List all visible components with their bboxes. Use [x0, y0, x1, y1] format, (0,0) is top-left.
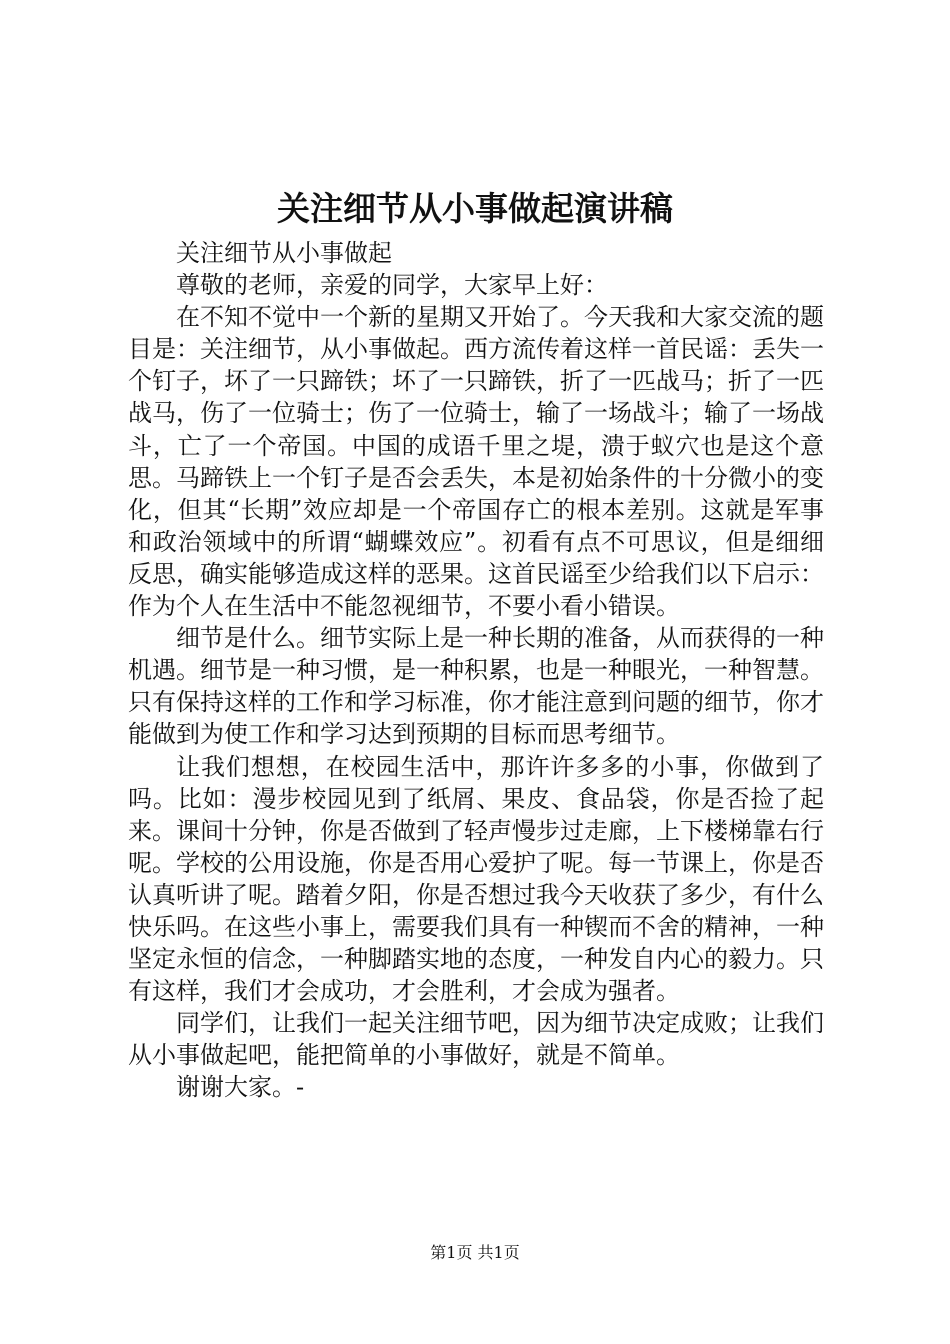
document-title: 关注细节从小事做起演讲稿: [277, 189, 673, 228]
page-number-footer: 第1页 共1页: [430, 1243, 520, 1262]
closing-paragraph: 谢谢大家。-: [176, 1073, 305, 1102]
body-paragraph-3: 让我们想想，在校园生活中，那许许多多的小事，你做到了吗。比如：漫步校园见到了纸屑、果皮、食品袋，你是否捡了起来。课间十分钟，你是否做到了轻声慢步过走廊，上下楼梯靠右行呢。学校的公用设施，你是否用心爱护了呢。每一节课上，你是否认真听讲了呢。踏着夕阳，你是否想过我今天收获了多少，有什么快乐吗。在这些小事上，需要我们具有一种锲而不舍的精神，一种坚定永恒的信念，一种脚踏实地的态度，一种发自内心的毅力。只有这样，我们才会成功，才会胜利，才会成为强者。: [128, 752, 824, 1006]
speech-subtitle: 关注细节从小事做起: [176, 239, 392, 267]
body-paragraph-1: 在不知不觉中一个新的星期又开始了。今天我和大家交流的题目是：关注细节，从小事做起。西方流传着这样一首民谣：丢失一个钉子，坏了一只蹄铁；坏了一只蹄铁，折了一匹战马；折了一匹战马，伤了一位骑士；伤了一位骑士，输了一场战斗；输了一场战斗，亡了一个帝国。中国的成语千里之堤，溃于蚁穴也是这个意思。马蹄铁上一个钉子是否会丢失，本是初始条件的十分微小的变化，但其“长期”效应却是一个帝国存亡的根本差别。这就是军事和政治领域中的所谓“蝴蝶效应”。初看有点不可思议，但是细细反思，确实能够造成这样的恶果。这首民谣至少给我们以下启示：作为个人在生活中不能忽视细节，不要小看小错误。: [128, 303, 824, 621]
body-paragraph-2: 细节是什么。细节实际上是一种长期的准备，从而获得的一种机遇。细节是一种习惯，是一种积累，也是一种眼光，一种智慧。只有保持这样的工作和学习标准，你才能注意到问题的细节，你才能做到为使工作和学习达到预期的目标而思考细节。: [128, 624, 824, 749]
greeting-paragraph: 尊敬的老师，亲爱的同学，大家早上好：: [176, 271, 608, 300]
document-body: [128, 237, 824, 1104]
body-paragraph-4: 同学们，让我们一起关注细节吧，因为细节决定成败；让我们从小事做起吧，能把简单的小事做好，就是不简单。: [128, 1009, 824, 1070]
